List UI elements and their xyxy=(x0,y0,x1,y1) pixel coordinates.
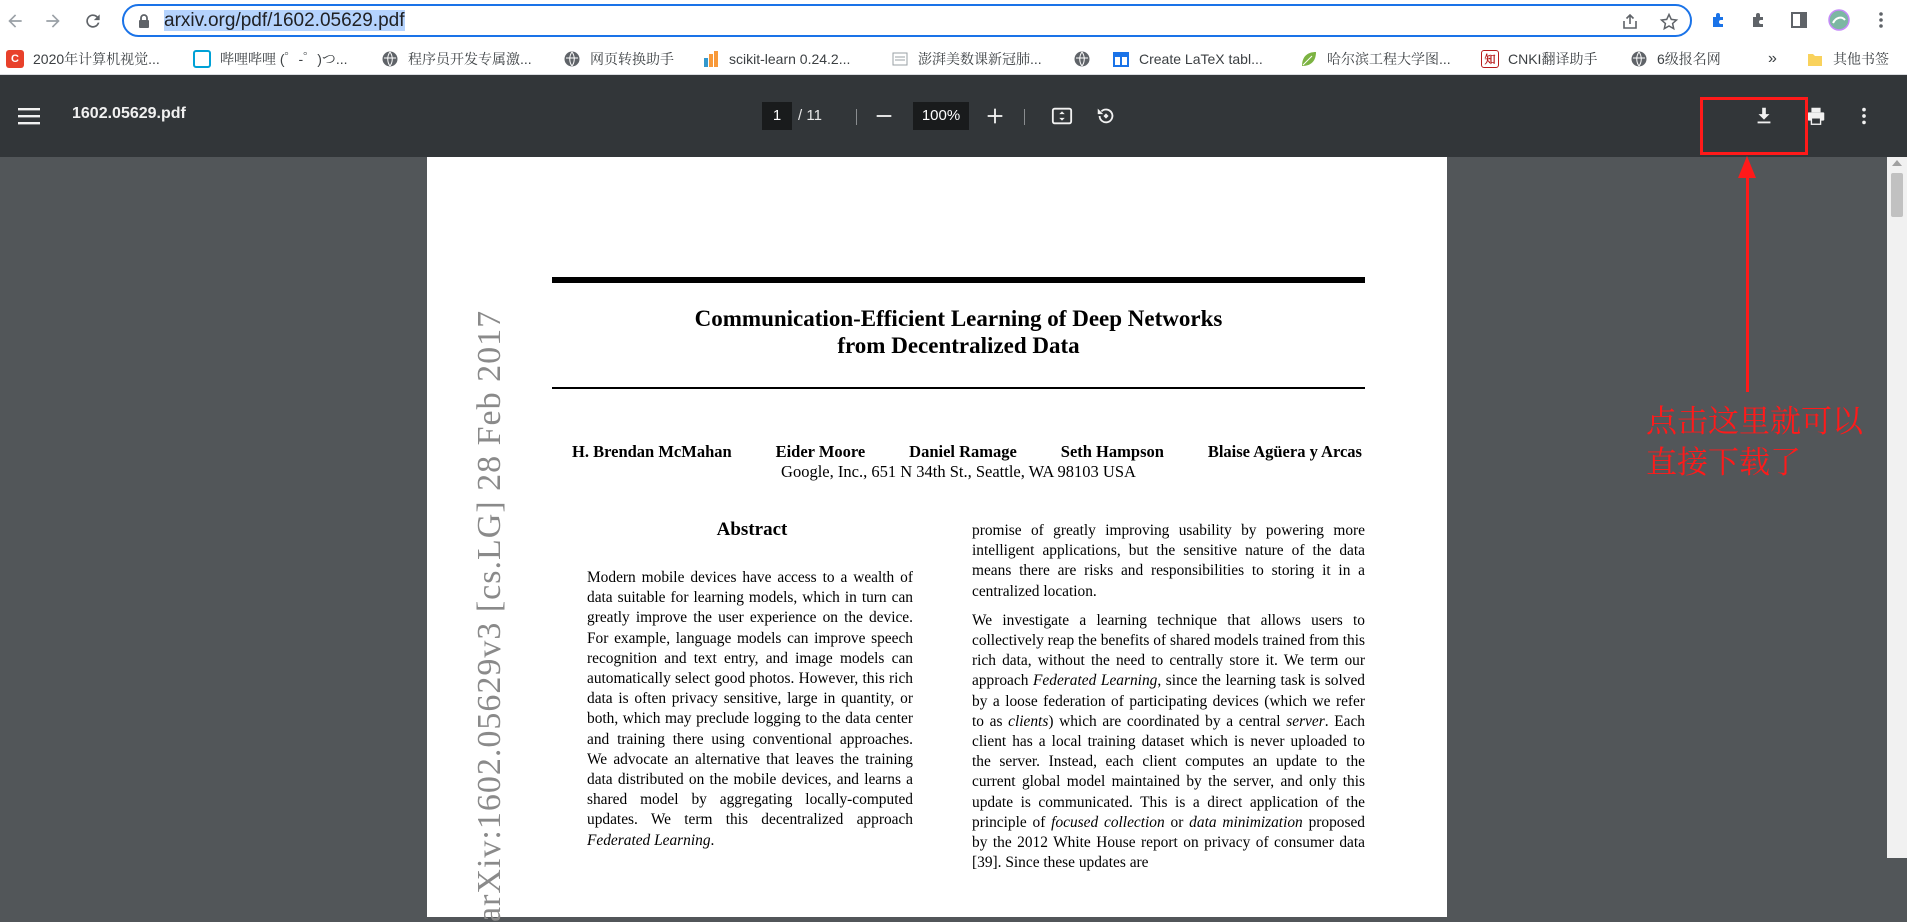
bookmark-item[interactable]: 知 CNKI翻译助手 xyxy=(1481,49,1597,69)
page-icon xyxy=(891,50,909,68)
zoom-level-input[interactable]: 100% xyxy=(913,102,969,130)
star-icon[interactable] xyxy=(1659,12,1679,32)
toolbar-divider xyxy=(856,109,857,125)
leaf-icon xyxy=(1300,50,1318,68)
author: H. Brendan McMahan xyxy=(572,442,732,461)
rotate-icon xyxy=(1095,105,1117,127)
bookmark-item[interactable]: 网页转换助手 xyxy=(563,49,674,69)
hamburger-menu-icon[interactable] xyxy=(16,104,42,128)
annotation-note: 点击这里就可以 直接下载了 xyxy=(1646,404,1863,481)
pdf-viewport[interactable] xyxy=(0,157,1887,922)
bookmark-item[interactable]: 澎湃美数课新冠肺... xyxy=(891,49,1042,69)
bookmark-item[interactable] xyxy=(1073,49,1100,69)
side-panel-icon[interactable] xyxy=(1788,9,1810,31)
download-highlight-box xyxy=(1700,97,1808,155)
zoom-in-button[interactable] xyxy=(983,104,1007,128)
annotation-arrow xyxy=(1746,172,1749,392)
scroll-thumb[interactable] xyxy=(1891,173,1903,217)
globe-icon xyxy=(563,50,581,68)
intro-paragraph: We investigate a learning technique that allows users to collectively reap the benefits of shared models trained from this rich data, without the need to centrally store it. We term our approach Federated Learning, since the learning task is solved by a loose federation of participating devices (which we refer to as clients) which are coordinated by a central server. Each client has a local training dataset which is never uploaded to the server. Instead, each client computes an update to the current global model maintained by the server, and only this update is communicated. This is a direct application of the principle of focused collection or data minimization proposed by the 2012 White House report on privacy of consumer data [39]. Since these updates are xyxy=(972,611,1365,872)
bookmark-item[interactable]: 程序员开发专属激... xyxy=(381,49,532,69)
tables-icon xyxy=(1112,50,1130,68)
printer-icon xyxy=(1805,105,1827,127)
reload-button[interactable] xyxy=(80,8,106,34)
bilibili-icon xyxy=(193,50,211,68)
globe-icon xyxy=(1073,50,1091,68)
kebab-menu-icon xyxy=(1853,105,1875,127)
author: Seth Hampson xyxy=(1060,442,1164,461)
abstract-heading: Abstract xyxy=(716,519,788,540)
bookmark-item[interactable]: 哔哩哔哩 (゜-゜)つ... xyxy=(193,49,348,69)
cnki-icon: 知 xyxy=(1481,50,1499,68)
rotate-button[interactable] xyxy=(1094,104,1118,128)
title-rule-bottom xyxy=(552,387,1365,389)
lock-icon xyxy=(136,13,152,29)
back-button[interactable] xyxy=(2,8,28,34)
author: Eider Moore xyxy=(775,442,866,461)
bookmarks-overflow-button[interactable]: » xyxy=(1768,50,1777,67)
plus-icon xyxy=(984,105,1006,127)
pdf-filename: 1602.05629.pdf xyxy=(72,105,186,122)
csdn-c-icon: C xyxy=(6,50,24,68)
arxiv-watermark: arXiv:1602.05629v3 [cs.LG] 28 Feb 2017 xyxy=(471,309,508,922)
affiliation: Google, Inc., 651 N 34th St., Seattle, WA 98103 USA xyxy=(781,462,1136,481)
share-icon[interactable] xyxy=(1620,12,1640,32)
profile-avatar-icon[interactable] xyxy=(1828,9,1850,31)
extensions-puzzle-icon[interactable] xyxy=(1748,9,1770,31)
fit-to-page-icon xyxy=(1051,105,1073,127)
url-text[interactable]: arxiv.org/pdf/1602.05629.pdf xyxy=(164,10,405,31)
bookmark-item[interactable]: 6级报名网 xyxy=(1630,49,1721,69)
intro-paragraph: promise of greatly improving usability by powering more intelligent applications, but the sensitive nature of the data means there are risks and responsibilities to storing it in a centralized location. xyxy=(972,522,1365,600)
extension-blue-icon[interactable] xyxy=(1708,9,1730,31)
bookmark-item[interactable]: C 2020年计算机视觉... xyxy=(6,49,160,69)
toolbar-divider xyxy=(1024,109,1025,125)
forward-button[interactable] xyxy=(40,8,66,34)
more-actions-button[interactable] xyxy=(1852,104,1876,128)
bookmarks-bar xyxy=(0,40,1907,75)
fit-page-button[interactable] xyxy=(1050,104,1074,128)
author-list xyxy=(572,442,1362,462)
scikit-icon xyxy=(702,50,720,68)
bookmark-item[interactable]: Create LaTeX tabl... xyxy=(1112,49,1263,69)
bookmark-item[interactable]: 哈尔滨工程大学图... xyxy=(1300,49,1451,69)
pdf-toolbar xyxy=(0,75,1907,157)
vertical-scrollbar[interactable] xyxy=(1887,157,1907,858)
globe-icon xyxy=(381,50,399,68)
author: Blaise Agüera y Arcas xyxy=(1207,442,1362,461)
paper-title: Communication-Efficient Learning of Deep Networks from Decentralized Data xyxy=(694,306,1223,358)
bookmark-item[interactable]: scikit-learn 0.24.2... xyxy=(702,49,850,69)
scroll-up-arrow-icon[interactable] xyxy=(1892,160,1902,166)
intro-column xyxy=(972,521,1365,882)
other-bookmarks-folder[interactable]: 其他书签 xyxy=(1806,49,1889,69)
reload-icon xyxy=(83,11,103,31)
abstract-body: Modern mobile devices have access to a wealth of data suitable for learning models, which in turn can greatly improve the user experience on the device. For example, language models can improve speech recognition and text entry, and image models can automatically select good photos. However, this rich data is often privacy sensitive, large in quantity, or both, which may preclude logging to the data center and training there using conventional approaches. We advocate an alternative that leaves the training data distributed on the mobile devices, and learns a shared model by aggregating locally-computed updates. We term this decentralized approach Federated Learning. xyxy=(587,569,913,849)
minus-icon xyxy=(873,105,895,127)
page-number-input[interactable]: 1 xyxy=(762,102,792,130)
browser-top-bar xyxy=(0,0,1907,40)
title-rule-top xyxy=(552,277,1365,283)
browser-menu-icon[interactable] xyxy=(1870,9,1892,31)
zoom-out-button[interactable] xyxy=(872,104,896,128)
arrow-right-icon xyxy=(43,11,63,31)
address-bar[interactable] xyxy=(122,4,1692,37)
folder-icon xyxy=(1806,50,1824,68)
pdf-page xyxy=(427,157,1447,922)
author: Daniel Ramage xyxy=(909,442,1017,461)
globe-icon xyxy=(1630,50,1648,68)
arrow-left-icon xyxy=(5,11,25,31)
page-total: / 11 xyxy=(798,107,822,124)
